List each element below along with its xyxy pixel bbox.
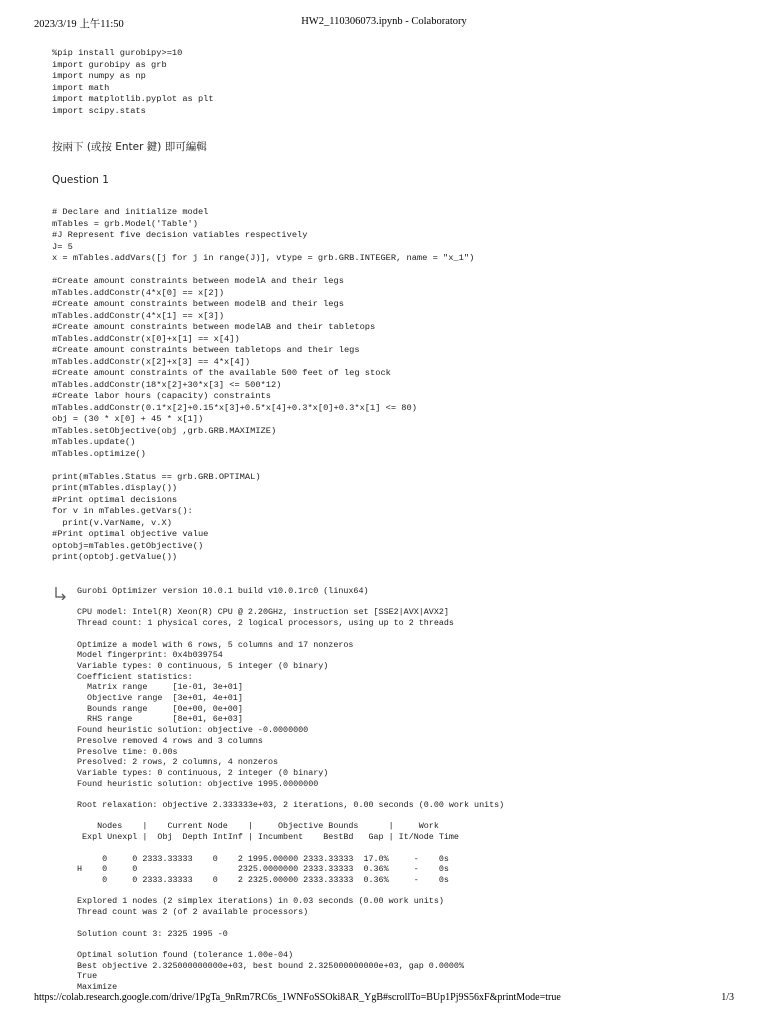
document-title: HW2_110306073.ipynb - Colaboratory xyxy=(301,16,467,27)
code-cell-model[interactable]: # Declare and initialize model mTables = grb.Model('Table') #J Represent five decision vatiables respectively J= 5 x = mTables.addVars([j for j in range(J)], vtype = grb.GRB.INTEGER, name = "x_1") #Create amount constraints between modelA and their legs mTables.addConstr(4*x[0] == x[2]) #Create amount constraints between modelB and their legs mTables.addConstr(4*x[1] == x[3]) #Create amount constraints between modelAB and their tabletops mTables.addConstr(x[0]+x[1] == x[4]) #Create amount constraints between tabletops and their legs mTables.addConstr(x[2]+x[3] == 4*x[4]) #Create amount constraints of the available 500 feet of leg stock mTables.addConstr(18*x[2]+30*x[3] <= 500*12) #Create labor hours (capacity) constraints mTables.addConstr(0.1*x[2]+0.15*x[3]+0.5*x[4]+0.3*x[0]+0.3*x[1] <= 80) obj = (30 * x[0] + 45 * x[1]) mTables.setObjective(obj ,grb.GRB.MAXIMIZE) mTables.update() mTables.optimize() print(mTables.Status == grb.GRB.OPTIMAL) print(mTables.display()) #Print optimal decisions for v in mTables.getVars(): print(v.VarName, v.X) #Print optimal objective value optobj=mTables.getObjective() print(optobj.getValue()) xyxy=(52,207,475,562)
text-cell-question-1[interactable]: Question 1 xyxy=(52,174,109,186)
print-footer xyxy=(0,992,768,1008)
output-arrow-icon[interactable] xyxy=(54,586,68,600)
print-header xyxy=(0,16,768,32)
print-date: 2023/3/19 上午11:50 xyxy=(34,19,124,30)
text-cell-edit-hint[interactable]: 按兩下 (或按 Enter 鍵) 即可編輯 xyxy=(52,141,207,153)
output-text: Gurobi Optimizer version 10.0.1 build v10.0.1rc0 (linux64) CPU model: Intel(R) Xeon(R) CPU @ 2.20GHz, instruction set [SSE2|AVX|AVX2] Thread count: 1 physical cores, 2 logical processors, using up to 2 threads Optimize a model with 6 rows, 5 columns and 17 nonzeros Model fingerprint: 0x4b039754 Variable types: 0 continuous, 5 integer (0 binary) Coefficient statistics: Matrix range [1e-01, 3e+01] Objective range [3e+01, 4e+01] Bounds range [0e+00, 0e+00] RHS range [8e+01, 6e+03] Found heuristic solution: objective -0.0000000 Presolve removed 4 rows and 3 columns Presolve time: 0.00s Presolved: 2 rows, 2 columns, 4 nonzeros Variable types: 0 continuous, 2 integer (0 binary) Found heuristic solution: objective 1995.0000000 Root relaxation: objective 2.333333e+03, 2 iterations, 0.00 seconds (0.00 work units) Nodes | Current Node | Objective Bounds | Work Expl Unexpl | Obj Depth IntInf | Incumbent BestBd Gap | It/Node Time 0 0 2333.33333 0 2 1995.00000 2333.33333 17.0% - 0s H 0 0 2325.0000000 2333.33333 0.36% - 0s 0 0 2333.33333 0 2 2325.00000 2333.33333 0.36% - 0s Explored 1 nodes (2 simplex iterations) in 0.03 seconds (0.00 work units) Thread count was 2 (of 2 available processors) Solution count 3: 2325 1995 -0 Optimal solution found (tolerance 1.00e-04) Best objective 2.325000000000e+03, best bound 2.325000000000e+03, gap 0.0000% True Maximize xyxy=(77,586,505,993)
code-cell-imports[interactable]: %pip install gurobipy>=10 import gurobipy as grb import numpy as np import math import matplotlib.pyplot as plt import scipy.stats xyxy=(52,48,214,116)
page-url: https://colab.research.google.com/drive/1PgTa_9nRm7RC6s_1WNFoSSOki8AR_YgB#scrollTo=BUp1Pj9S56xF&printMode=true xyxy=(34,992,561,1003)
page-number: 1/3 xyxy=(721,992,734,1003)
